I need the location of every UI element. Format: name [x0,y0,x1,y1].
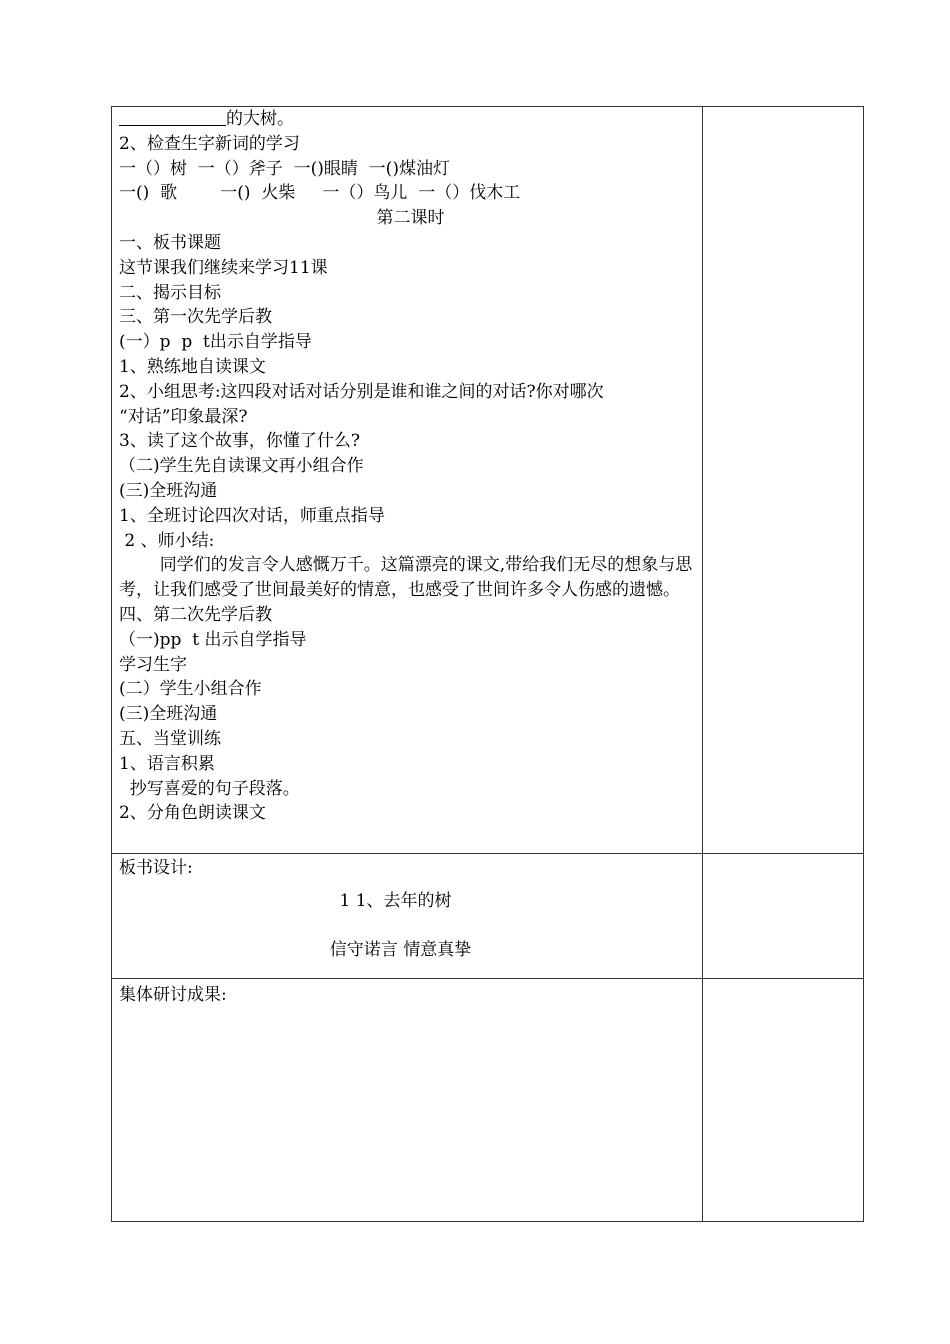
board-design-cell [112,854,703,979]
text-line-28: 2、分角色朗读课文 [119,803,266,824]
text-line-14: 3、读了这个故事，你懂了什么? [119,431,360,452]
teacher-summary-paragraph: 同学们的发言令人感慨万千。这篇漂亮的课文,带给我们无尽的想象与思考，让我们感受了世间最美好的情意，也感受了世间许多令人伤感的遗憾。 [119,555,693,601]
teaching-process-row [112,107,864,854]
lesson-two-heading: 第二课时 [376,208,445,229]
fill-blank-underline [119,107,226,126]
board-design-row [112,854,864,979]
text-line-9: 三、第一次先学后教 [119,307,272,328]
text-line-22: 学习生字 [119,654,187,675]
text-line-20: 四、第二次先学后教 [119,604,272,625]
board-design-summary: 信守诺言 情意真挚 [329,940,472,960]
text-line-1-content: 的大树。 [226,109,294,129]
text-line-26: 1、语言积累 [119,753,215,774]
text-line-11: 1、熟练地自读课文 [119,356,266,377]
text-line-4: 一() 歌 一() 火柴 一（）鸟儿 一（）伐木工 [119,183,521,204]
text-line-15: （二)学生先自读课文再小组合作 [119,456,364,477]
text-line-7: 这节课我们继续来学习11课 [119,257,328,278]
text-line-6: 一、板书课题 [119,232,221,253]
group-research-title: 集体研讨成果: [119,985,227,1005]
text-line-21: （一)pp t 出示自学指导 [119,629,307,650]
text-line-18: 2 、师小结: [119,530,215,551]
text-line-10: (一）p p t出示自学指导 [119,332,312,353]
text-line-16: (三)全班沟通 [119,480,218,501]
teaching-process-cell [112,107,703,854]
text-line-23: (二）学生小组合作 [119,679,262,700]
board-design-title: 板书设计: [119,858,193,878]
text-line-2: 2、检查生字新词的学习 [119,133,300,154]
text-line-24: (三)全班沟通 [119,704,218,725]
text-line-8: 二、揭示目标 [119,282,221,303]
notes-cell-2 [703,854,864,979]
group-research-cell [112,979,703,1222]
board-design-course-title: 1 1、去年的树 [339,891,452,911]
group-research-row [112,979,864,1222]
text-line-1 [119,107,702,132]
lesson-plan-table [111,106,864,1222]
notes-cell-1 [703,107,864,854]
text-line-25: 五、当堂训练 [119,728,221,749]
text-line-17: 1、全班讨论四次对话，师重点指导 [119,505,385,526]
text-line-12: 2、小组思考:这四段对话对话分别是谁和谁之间的对话?你对哪次 [119,381,604,402]
text-line-13: “对话”印象最深? [119,406,248,427]
notes-cell-3 [703,979,864,1222]
text-line-3: 一（）树 一（）斧子 一()眼睛 一()煤油灯 [119,158,450,179]
text-line-27: 抄写喜爱的句子段落。 [119,778,300,799]
